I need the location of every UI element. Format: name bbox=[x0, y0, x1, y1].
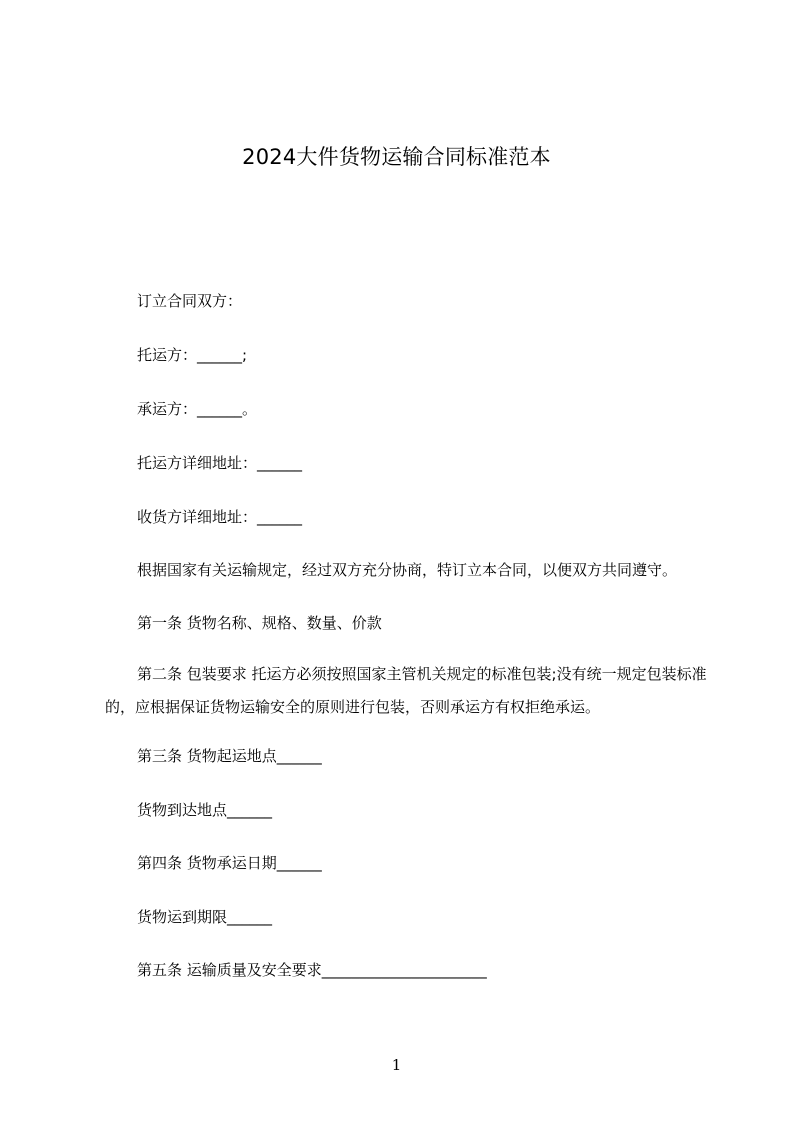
paragraph-article-1: 第一条 货物名称、规格、数量、价款 bbox=[137, 614, 382, 632]
paragraph-preamble: 根据国家有关运输规定，经过双方充分协商，特订立本合同，以便双方共同遵守。 bbox=[137, 561, 678, 579]
page-number: 1 bbox=[391, 1056, 402, 1074]
paragraph-article-5: 第五条 运输质量及安全要求______________________ bbox=[137, 961, 487, 979]
paragraph-delivery-deadline: 货物运到期限______ bbox=[137, 908, 273, 926]
paragraph-shipper-address: 托运方详细地址：______ bbox=[137, 454, 303, 472]
paragraph-article-3: 第三条 货物起运地点______ bbox=[137, 747, 322, 765]
paragraph-parties-intro: 订立合同双方： bbox=[137, 292, 243, 310]
paragraph-article-4: 第四条 货物承运日期______ bbox=[137, 854, 322, 872]
paragraph-consignee-address: 收货方详细地址：______ bbox=[137, 508, 303, 526]
paragraph-carrier: 承运方：______。 bbox=[137, 400, 258, 418]
paragraph-shipper: 托运方：______; bbox=[137, 346, 248, 364]
paragraph-article-2: 第二条 包装要求 托运方必须按照国家主管机关规定的标准包装;没有统一规定包装标准的，应根据保证货物运输安全的原则进行包装，否则承运方有权拒绝承运。 bbox=[105, 665, 707, 716]
paragraph-arrival-place: 货物到达地点______ bbox=[137, 801, 273, 819]
document-title: 2024大件货物运输合同标准范本 bbox=[242, 145, 551, 169]
